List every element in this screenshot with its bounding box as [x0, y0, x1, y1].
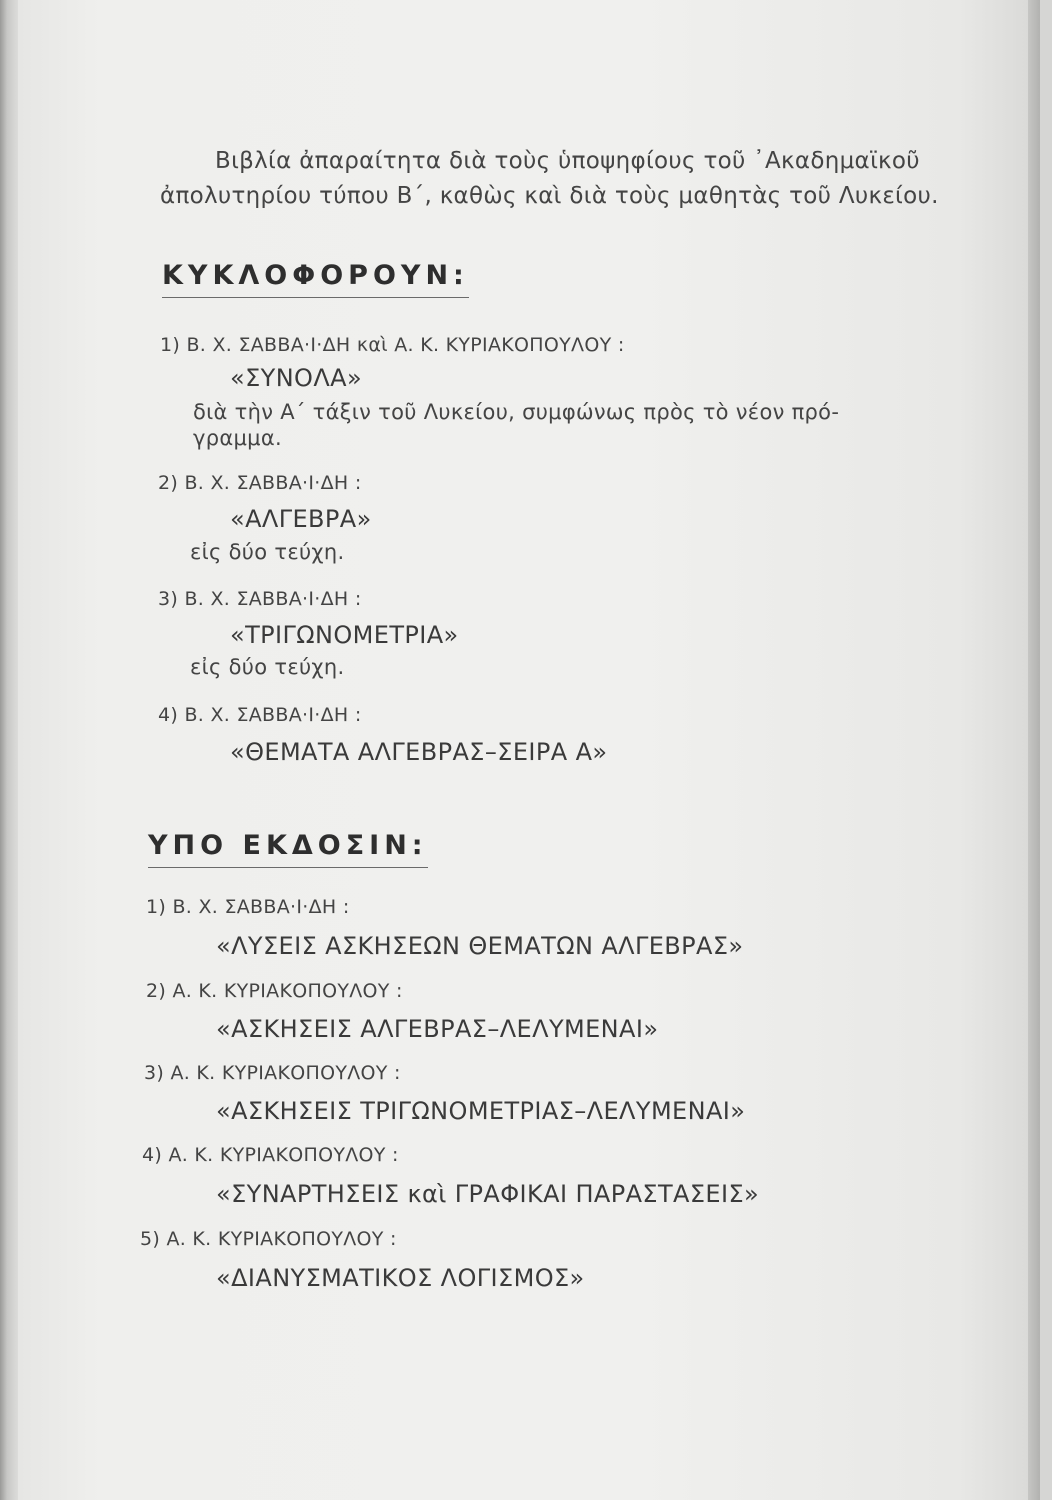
published-author-4: 4) Β. Χ. ΣΑΒΒΑ·Ι·ΔΗ : [158, 704, 362, 726]
forthcoming-title-4: «ΣΥΝΑΡΤΗΣΕΙΣ καὶ ΓΡΑΦΙΚΑΙ ΠΑΡΑΣΤΑΣΕΙΣ» [216, 1180, 760, 1208]
forthcoming-author-4: 4) Α. Κ. ΚΥΡΙΑΚΟΠΟΥΛΟΥ : [142, 1144, 399, 1166]
forthcoming-title-3: «ΑΣΚΗΣΕΙΣ ΤΡΙΓΩΝΟΜΕΤΡΙΑΣ–ΛΕΛΥΜΕΝΑΙ» [216, 1097, 746, 1125]
published-title-2: «ΑΛΓΕΒΡΑ» [230, 505, 372, 533]
book-spine-edge [0, 0, 18, 1500]
forthcoming-author-3: 3) Α. Κ. ΚΥΡΙΑΚΟΠΟΥΛΟΥ : [144, 1062, 401, 1084]
published-note-2: εἰς δύο τεύχη. [190, 540, 345, 564]
forthcoming-author-1: 1) Β. Χ. ΣΑΒΒΑ·Ι·ΔΗ : [146, 896, 350, 918]
forthcoming-title-5: «ΔΙΑΝΥΣΜΑΤΙΚΟΣ ΛΟΓΙΣΜΟΣ» [216, 1264, 585, 1292]
page-right-edge [1028, 0, 1040, 1500]
intro-line-1: Βιβλία ἀπαραίτητα διὰ τοὺς ὑποψηφίους τοῦ ᾿Ακαδημαϊκοῦ [215, 148, 920, 174]
published-title-3: «ΤΡΙΓΩΝΟΜΕΤΡΙΑ» [230, 621, 459, 649]
published-title-1: «ΣΥΝΟΛΑ» [230, 364, 363, 392]
forthcoming-title-2: «ΑΣΚΗΣΕΙΣ ΑΛΓΕΒΡΑΣ–ΛΕΛΥΜΕΝΑΙ» [216, 1015, 659, 1043]
published-title-4: «ΘΕΜΑΤΑ ΑΛΓΕΒΡΑΣ–ΣΕΙΡΑ Α» [230, 738, 608, 766]
published-note-3: εἰς δύο τεύχη. [190, 655, 345, 679]
forthcoming-heading: ΥΠΟ ΕΚΔΟΣΙΝ: [148, 830, 428, 868]
published-heading: ΚΥΚΛΟΦΟΡΟΥΝ: [162, 260, 469, 298]
intro-line-2: ἀπολυτηρίου τύπου Β΄, καθὼς καὶ διὰ τοὺς μαθητὰς τοῦ Λυκείου. [160, 183, 939, 209]
published-author-1: 1) Β. Χ. ΣΑΒΒΑ·Ι·ΔΗ καὶ Α. Κ. ΚΥΡΙΑΚΟΠΟΥΛΟΥ : [160, 334, 625, 356]
forthcoming-author-2: 2) Α. Κ. ΚΥΡΙΑΚΟΠΟΥΛΟΥ : [146, 980, 403, 1002]
published-author-2: 2) Β. Χ. ΣΑΒΒΑ·Ι·ΔΗ : [158, 472, 362, 494]
page [18, 0, 1040, 1500]
forthcoming-author-5: 5) Α. Κ. ΚΥΡΙΑΚΟΠΟΥΛΟΥ : [140, 1228, 397, 1250]
published-author-3: 3) Β. Χ. ΣΑΒΒΑ·Ι·ΔΗ : [158, 588, 362, 610]
forthcoming-title-1: «ΛΥΣΕΙΣ ΑΣΚΗΣΕΩΝ ΘΕΜΑΤΩΝ ΑΛΓΕΒΡΑΣ» [216, 932, 744, 960]
published-note-1b: γραμμα. [193, 426, 282, 450]
published-note-1a: διὰ τὴν Α΄ τάξιν τοῦ Λυκείου, συμφώνως πρὸς τὸ νέον πρό- [193, 400, 840, 424]
